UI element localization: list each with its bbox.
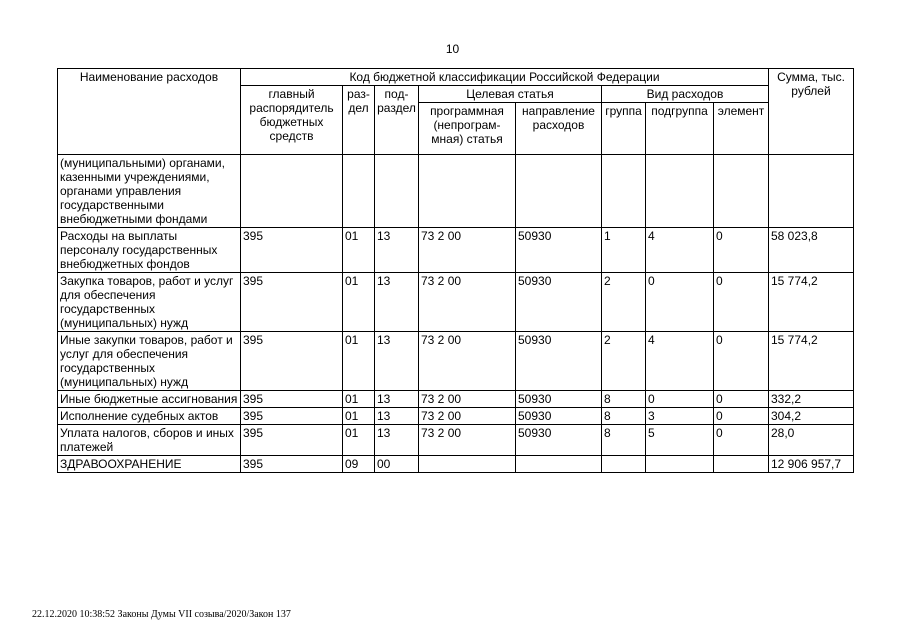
cell-name: Иные бюджетные ассигнования [58, 391, 241, 408]
cell-rz: 01 [343, 408, 375, 425]
cell-group: 2 [602, 273, 646, 332]
cell-sum: 58 023,8 [769, 228, 854, 273]
cell-gr [241, 155, 343, 228]
cell-group: 8 [602, 391, 646, 408]
cell-pr: 13 [375, 425, 419, 456]
cell-rz: 01 [343, 391, 375, 408]
cell-pr [375, 155, 419, 228]
cell-name: Исполнение судебных актов [58, 408, 241, 425]
cell-rz: 01 [343, 228, 375, 273]
cell-element: 0 [714, 425, 769, 456]
budget-table [57, 68, 854, 473]
table-row [58, 391, 854, 408]
cell-prog: 73 2 00 [419, 332, 516, 391]
cell-pr: 13 [375, 391, 419, 408]
table-row [58, 332, 854, 391]
cell-gr: 395 [241, 456, 343, 473]
table-row [58, 408, 854, 425]
header-sum: Сумма, тыс. рублей [769, 69, 854, 155]
cell-dir: 50930 [516, 391, 602, 408]
table-row [58, 456, 854, 473]
cell-pr: 00 [375, 456, 419, 473]
cell-dir [516, 456, 602, 473]
table-row [58, 155, 854, 228]
cell-gr: 395 [241, 391, 343, 408]
cell-prog: 73 2 00 [419, 273, 516, 332]
cell-element [714, 456, 769, 473]
cell-rz: 01 [343, 425, 375, 456]
cell-element [714, 155, 769, 228]
cell-sum [769, 155, 854, 228]
header-code-group: Код бюджетной классификации Российской Федерации [241, 69, 769, 86]
cell-subgroup: 4 [646, 332, 714, 391]
header-subgroup: подгруппа [646, 103, 714, 155]
cell-prog [419, 456, 516, 473]
cell-subgroup: 0 [646, 391, 714, 408]
cell-dir: 50930 [516, 425, 602, 456]
cell-group [602, 155, 646, 228]
cell-rz: 09 [343, 456, 375, 473]
cell-element: 0 [714, 332, 769, 391]
cell-rz: 01 [343, 273, 375, 332]
table-row [58, 273, 854, 332]
cell-gr: 395 [241, 332, 343, 391]
cell-sum: 28,0 [769, 425, 854, 456]
cell-name: Иные закупки товаров, работ и услуг для обеспечения государственных (муниципальных) нужд [58, 332, 241, 391]
header-program-article: программная (непрограм-мная) статья [419, 103, 516, 155]
cell-sum: 304,2 [769, 408, 854, 425]
cell-dir: 50930 [516, 228, 602, 273]
cell-group: 2 [602, 332, 646, 391]
cell-subgroup: 0 [646, 273, 714, 332]
header-target-article: Целевая статья [419, 86, 602, 103]
cell-pr: 13 [375, 332, 419, 391]
cell-dir: 50930 [516, 408, 602, 425]
cell-prog: 73 2 00 [419, 391, 516, 408]
cell-gr: 395 [241, 228, 343, 273]
cell-name: Уплата налогов, сборов и иных платежей [58, 425, 241, 456]
cell-subgroup [646, 456, 714, 473]
header-subsection: под-раздел [375, 86, 419, 155]
cell-gr: 395 [241, 273, 343, 332]
cell-name: Расходы на выплаты персоналу государственных внебюджетных фондов [58, 228, 241, 273]
header-group: группа [602, 103, 646, 155]
cell-group: 1 [602, 228, 646, 273]
cell-dir [516, 155, 602, 228]
cell-element: 0 [714, 273, 769, 332]
cell-subgroup: 5 [646, 425, 714, 456]
cell-sum: 15 774,2 [769, 332, 854, 391]
cell-prog [419, 155, 516, 228]
cell-prog: 73 2 00 [419, 425, 516, 456]
cell-prog: 73 2 00 [419, 408, 516, 425]
cell-group: 8 [602, 408, 646, 425]
header-expense-type: Вид расходов [602, 86, 769, 103]
cell-dir: 50930 [516, 273, 602, 332]
cell-subgroup: 4 [646, 228, 714, 273]
header-section: раз-дел [343, 86, 375, 155]
table-row [58, 228, 854, 273]
cell-rz [343, 155, 375, 228]
cell-element: 0 [714, 228, 769, 273]
header-main-manager: главный распорядитель бюджетных средств [241, 86, 343, 155]
table-row [58, 425, 854, 456]
cell-sum: 332,2 [769, 391, 854, 408]
page-number: 10 [445, 42, 460, 56]
header-name: Наименование расходов [58, 69, 241, 155]
footer-timestamp: 22.12.2020 10:38:52 Законы Думы VII созыва/2020/Закон 137 [32, 609, 291, 620]
cell-rz: 01 [343, 332, 375, 391]
cell-pr: 13 [375, 228, 419, 273]
cell-pr: 13 [375, 273, 419, 332]
cell-group: 8 [602, 425, 646, 456]
cell-dir: 50930 [516, 332, 602, 391]
cell-gr: 395 [241, 408, 343, 425]
cell-sum: 12 906 957,7 [769, 456, 854, 473]
cell-pr: 13 [375, 408, 419, 425]
cell-group [602, 456, 646, 473]
cell-subgroup [646, 155, 714, 228]
cell-subgroup: 3 [646, 408, 714, 425]
header-element: элемент [714, 103, 769, 155]
cell-gr: 395 [241, 425, 343, 456]
cell-element: 0 [714, 408, 769, 425]
header-expense-direction: направление расходов [516, 103, 602, 155]
cell-element: 0 [714, 391, 769, 408]
cell-prog: 73 2 00 [419, 228, 516, 273]
cell-name: ЗДРАВООХРАНЕНИЕ [58, 456, 241, 473]
cell-name: (муниципальными) органами, казенными учреждениями, органами управления государственными внебюджетными фондами [58, 155, 241, 228]
cell-name: Закупка товаров, работ и услуг для обеспечения государственных (муниципальных) нужд [58, 273, 241, 332]
cell-sum: 15 774,2 [769, 273, 854, 332]
